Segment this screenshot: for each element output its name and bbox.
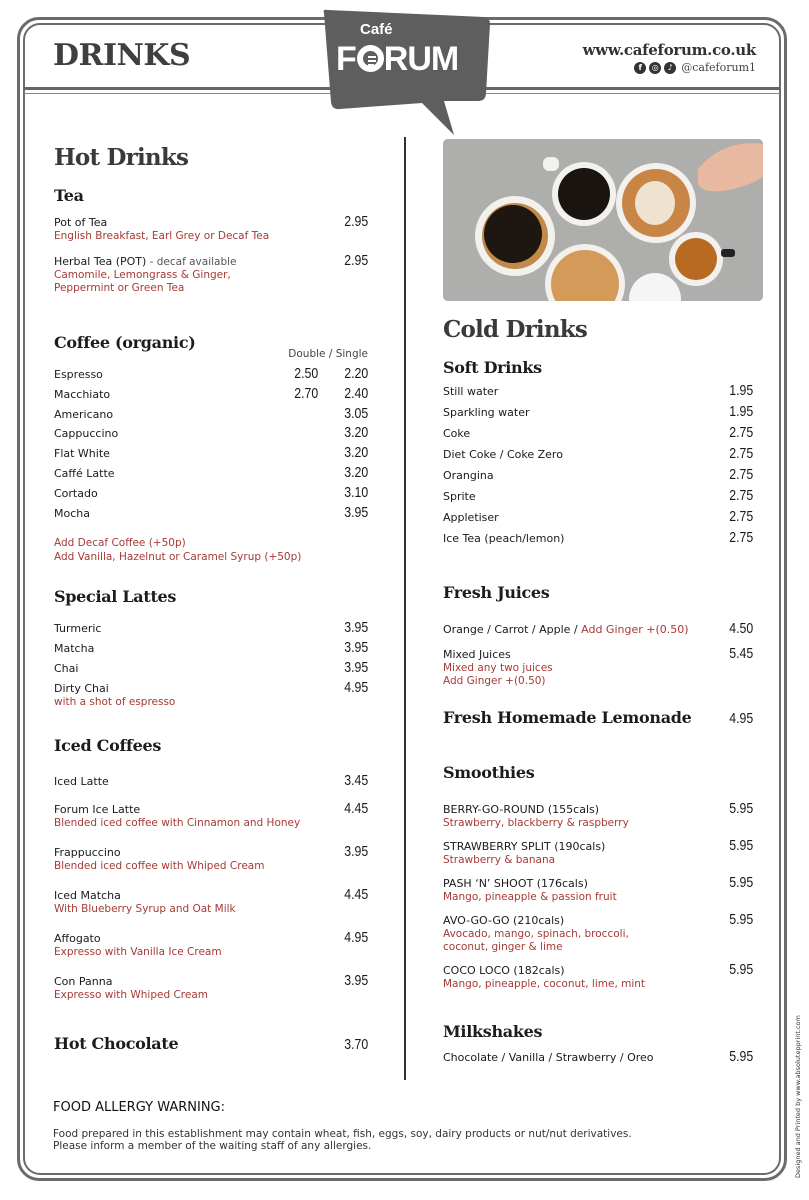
item-name: Diet Coke / Coke Zero — [443, 448, 563, 461]
menu-item — [54, 679, 368, 709]
menu-item — [443, 837, 753, 867]
item-price: 2.75 — [729, 508, 753, 525]
facebook-icon[interactable]: f — [634, 62, 646, 74]
menu-item — [443, 403, 753, 420]
menu-item — [54, 972, 368, 1002]
social-handle: @cafeforum1 — [681, 61, 756, 74]
page-title: DRINKS — [53, 38, 191, 73]
coffee-cups-photo — [443, 139, 763, 301]
hot-drinks-heading: Hot Drinks — [54, 144, 189, 171]
item-price: 3.95 — [344, 639, 368, 656]
iced-coffees-heading: Iced Coffees — [54, 736, 162, 755]
item-name: Mixed Juices — [443, 648, 511, 661]
lemonade-heading: Fresh Homemade Lemonade — [443, 708, 692, 727]
menu-item — [54, 464, 368, 481]
item-price: 2.75 — [729, 529, 753, 546]
menu-item — [54, 252, 368, 295]
item-price: 4.45 — [344, 800, 368, 817]
logo-letters-rum: RUM — [383, 40, 459, 78]
item-name: Sprite — [443, 490, 476, 503]
item-desc: English Breakfast, Earl Grey or Decaf Tea — [54, 230, 270, 242]
item-price: 1.95 — [729, 403, 753, 420]
item-name: PASH ‘N’ SHOOT (176cals) — [443, 877, 588, 890]
item-name: Still water — [443, 385, 499, 398]
menu-item — [443, 620, 753, 637]
item-desc: Mango, pineapple & passion fruit — [443, 891, 617, 903]
item-price: 5.95 — [729, 1048, 753, 1065]
item-desc: Avocado, mango, spinach, broccoli, — [443, 928, 629, 940]
item-name: Ice Tea (peach/lemon) — [443, 532, 565, 545]
menu-item — [54, 483, 368, 501]
allergy-warning-title: FOOD ALLERGY WARNING: — [53, 1100, 226, 1115]
menu-item — [443, 911, 753, 954]
item-price: 4.95 — [344, 679, 368, 696]
menu-item — [54, 424, 368, 442]
menu-item — [54, 444, 368, 462]
item-price: 3.70 — [344, 1036, 368, 1053]
item-desc: Mango, pineapple, coconut, lime, mint — [443, 978, 646, 990]
item-name: Orange / Carrot / Apple / — [443, 623, 582, 636]
item-price: 3.95 — [344, 659, 368, 676]
item-price: 3.20 — [344, 464, 368, 481]
item-desc: With Blueberry Syrup and Oat Milk — [54, 903, 236, 915]
item-name: Mocha — [54, 506, 90, 520]
menu-item — [443, 445, 753, 462]
item-note: - decaf available — [146, 256, 237, 268]
item-price: 1.95 — [729, 382, 753, 399]
item-price-double: 2.50 — [294, 365, 318, 382]
menu-item — [443, 961, 753, 991]
item-price: 2.75 — [729, 445, 753, 462]
allergy-line: Food prepared in this establishment may contain wheat, fish, eggs, soy, dairy products or nut/nut derivatives. — [53, 1128, 632, 1140]
logo-cafe-text: Café — [360, 21, 393, 38]
menu-item — [54, 213, 368, 243]
menu-item — [443, 508, 753, 525]
fresh-juices-heading: Fresh Juices — [443, 583, 550, 602]
item-name: BERRY-GO-ROUND (155cals) — [443, 803, 600, 816]
soft-drinks-heading: Soft Drinks — [443, 358, 542, 377]
item-price: 4.45 — [344, 886, 368, 903]
chat-bubble-icon — [357, 45, 384, 72]
menu-item — [443, 424, 753, 441]
item-name: Iced Latte — [54, 775, 109, 788]
printer-credit: Designed and Printed by www.absolutepprint.com — [794, 1015, 802, 1178]
item-desc: Peppermint or Green Tea — [54, 282, 185, 294]
item-name: Flat White — [54, 447, 110, 461]
menu-item — [443, 382, 753, 399]
item-price: 2.40 — [344, 384, 368, 402]
instagram-icon[interactable]: ◎ — [649, 62, 661, 74]
item-price: 3.95 — [344, 619, 368, 636]
item-name: Orangina — [443, 469, 494, 482]
menu-item — [54, 929, 368, 959]
tea-heading: Tea — [54, 186, 84, 205]
item-name: COCO LOCO (182cals) — [443, 964, 565, 977]
item-desc: Strawberry & banana — [443, 854, 556, 866]
item-desc: Add Ginger +(0.50) — [443, 675, 546, 687]
item-name: Caffé Latte — [54, 467, 115, 480]
item-price: 4.95 — [344, 929, 368, 946]
item-name: Turmeric — [54, 622, 102, 635]
item-name: AVO-GO-GO (210cals) — [443, 914, 565, 927]
item-desc: Blended iced coffee with Whiped Cream — [54, 860, 265, 872]
logo-letter-f: F — [336, 40, 356, 78]
item-desc: Mixed any two juices — [443, 662, 553, 674]
item-price: 3.95 — [344, 503, 368, 521]
item-price: 5.95 — [729, 961, 753, 978]
item-name: Coke — [443, 427, 471, 440]
item-name: Herbal Tea (POT) — [54, 255, 147, 268]
menu-item — [54, 843, 368, 873]
item-name: Sparkling water — [443, 406, 530, 419]
item-name: Matcha — [54, 642, 95, 655]
item-name: Iced Matcha — [54, 889, 121, 902]
menu-item — [54, 772, 368, 789]
item-name: STRAWBERRY SPLIT (190cals) — [443, 840, 606, 853]
item-name: Macchiato — [54, 387, 111, 401]
item-name: Cortado — [54, 486, 98, 500]
special-lattes-heading: Special Lattes — [54, 587, 177, 606]
menu-item — [54, 639, 368, 656]
item-name: Chai — [54, 662, 79, 675]
menu-item — [54, 365, 368, 382]
menu-item — [54, 886, 368, 916]
menu-item — [443, 529, 753, 546]
website-link[interactable]: www.cafeforum.co.uk — [582, 41, 756, 59]
menu-item — [443, 487, 753, 504]
lemonade-row — [443, 708, 753, 727]
item-price: 5.45 — [729, 645, 753, 662]
item-price: 5.95 — [729, 874, 753, 891]
menu-item — [443, 1048, 753, 1065]
coffee-cups-image — [443, 139, 763, 301]
item-addon: Add Ginger +(0.50) — [581, 623, 689, 636]
item-price: 3.05 — [344, 404, 368, 422]
item-desc: with a shot of espresso — [54, 696, 176, 708]
item-price: 2.75 — [729, 487, 753, 504]
item-price: 5.95 — [729, 837, 753, 854]
item-price-double: 2.70 — [294, 384, 318, 402]
menu-item — [54, 800, 368, 830]
menu-item — [443, 800, 753, 830]
social-links — [634, 61, 756, 74]
item-price: 3.95 — [344, 972, 368, 989]
item-name: Cappuccino — [54, 427, 119, 441]
smoothies-heading: Smoothies — [443, 763, 535, 782]
item-price: 3.10 — [344, 483, 368, 501]
item-price: 2.75 — [729, 424, 753, 441]
item-name: Con Panna — [54, 975, 113, 988]
double-single-label: Double / Single — [288, 348, 368, 360]
item-desc: coconut, ginger & lime — [443, 941, 563, 953]
item-price: 2.95 — [344, 252, 368, 269]
allergy-line: Please inform a member of the waiting staff of any allergies. — [53, 1140, 372, 1152]
item-price: 3.20 — [344, 424, 368, 442]
menu-item — [54, 619, 368, 636]
item-price: 5.95 — [729, 911, 753, 928]
item-price: 2.20 — [344, 365, 368, 382]
cold-drinks-heading: Cold Drinks — [443, 316, 588, 343]
item-name: Dirty Chai — [54, 682, 109, 695]
item-name: Appletiser — [443, 511, 499, 524]
coffee-extra: Add Vanilla, Hazelnut or Caramel Syrup (+50p) — [54, 551, 302, 563]
menu-item — [54, 503, 368, 521]
item-name: Americano — [54, 407, 114, 421]
item-desc: Strawberry, blackberry & raspberry — [443, 817, 629, 829]
item-price: 4.95 — [729, 710, 753, 727]
menu-item — [54, 384, 368, 402]
menu-item — [54, 404, 368, 422]
item-price: 3.45 — [344, 772, 368, 789]
item-price: 2.75 — [729, 466, 753, 483]
menu-item — [443, 645, 753, 688]
item-desc: Camomile, Lemongrass & Ginger, — [54, 269, 231, 281]
item-price: 4.50 — [729, 620, 753, 637]
item-desc: Expresso with Vanilla Ice Cream — [54, 946, 222, 958]
item-desc: Blended iced coffee with Cinnamon and Honey — [54, 817, 301, 829]
tiktok-icon[interactable]: ♪ — [664, 62, 676, 74]
item-desc: Expresso with Whiped Cream — [54, 989, 208, 1001]
milkshakes-heading: Milkshakes — [443, 1022, 543, 1041]
coffee-heading: Coffee (organic) — [54, 333, 196, 352]
item-name: Chocolate / Vanilla / Strawberry / Oreo — [443, 1051, 654, 1064]
item-name: Pot of Tea — [54, 216, 108, 229]
item-name: Forum Ice Latte — [54, 803, 141, 816]
item-price: 5.95 — [729, 800, 753, 817]
item-name: Espresso — [54, 368, 103, 381]
item-price: 3.20 — [344, 444, 368, 462]
menu-item — [443, 874, 753, 904]
allergy-warning-text — [53, 1128, 632, 1152]
item-name: Affogato — [54, 932, 101, 945]
menu-item — [54, 659, 368, 676]
item-price: 2.95 — [344, 213, 368, 230]
hot-chocolate-row — [54, 1034, 368, 1053]
column-divider — [404, 137, 406, 1080]
item-price: 3.95 — [344, 843, 368, 860]
logo-forum-text — [336, 40, 458, 79]
item-name: Frappuccino — [54, 846, 121, 859]
menu-item — [443, 466, 753, 483]
coffee-extra: Add Decaf Coffee (+50p) — [54, 537, 186, 549]
hot-chocolate-heading: Hot Chocolate — [54, 1034, 179, 1053]
